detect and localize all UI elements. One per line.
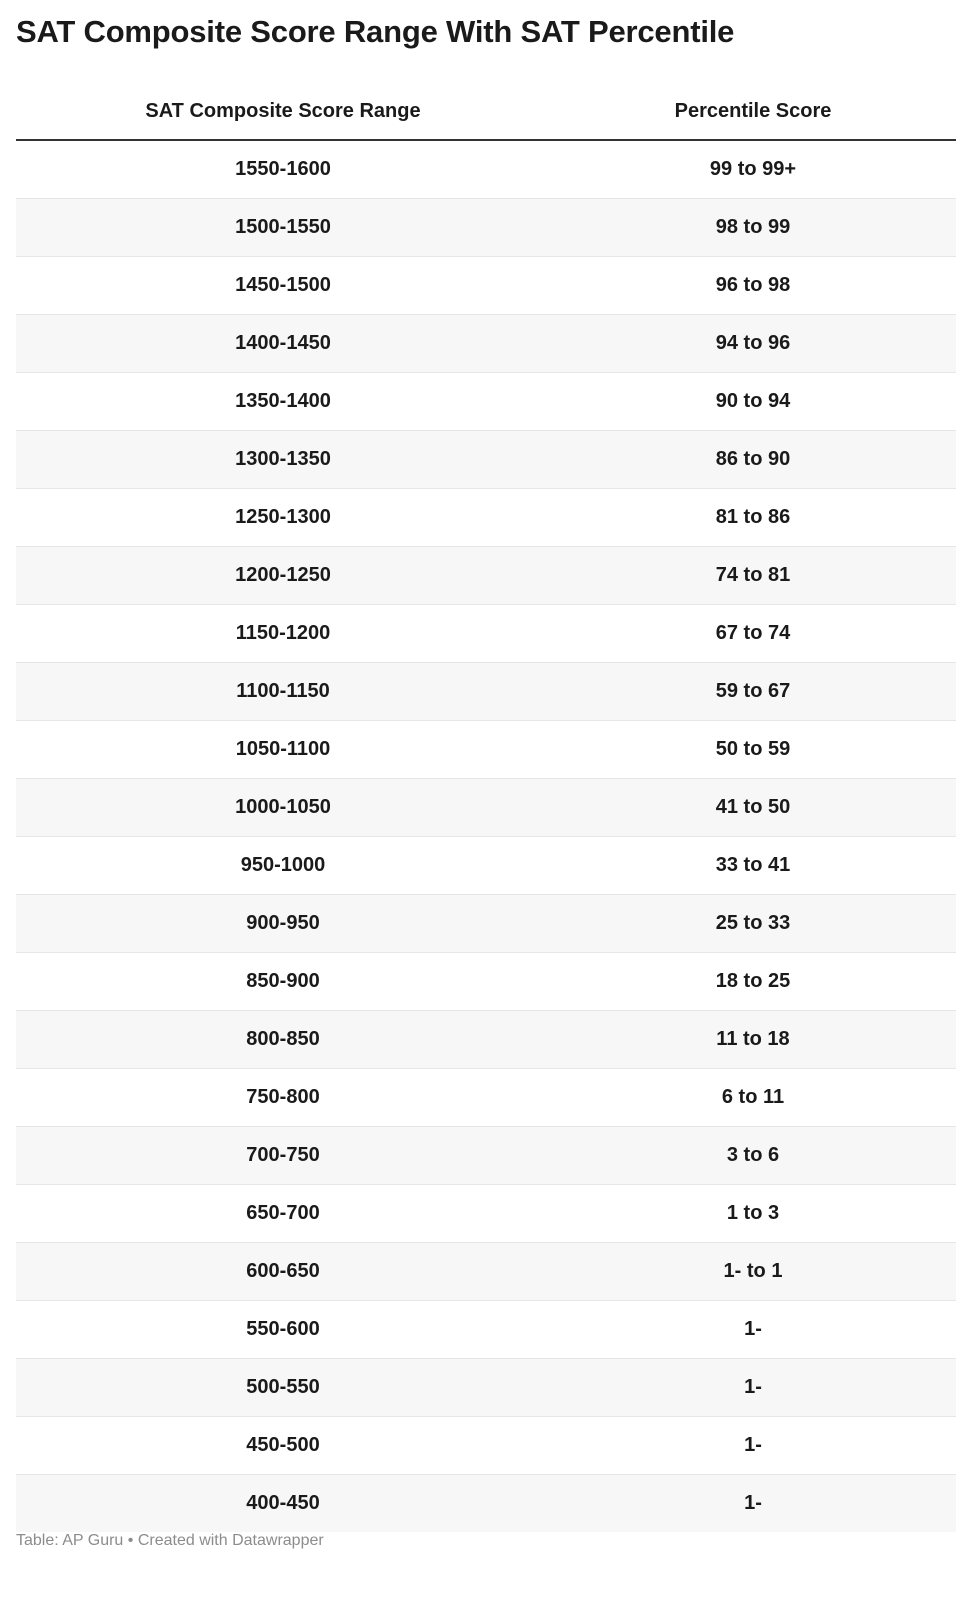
cell-percentile: 1- to 1	[550, 1243, 956, 1301]
header-row	[16, 84, 956, 140]
table-row	[16, 953, 956, 1011]
cell-score-range: 700-750	[16, 1127, 550, 1185]
cell-score-range: 1150-1200	[16, 605, 550, 663]
cell-percentile: 1-	[550, 1359, 956, 1417]
cell-score-range: 1250-1300	[16, 489, 550, 547]
table-row	[16, 1069, 956, 1127]
cell-percentile: 90 to 94	[550, 373, 956, 431]
cell-percentile: 1-	[550, 1475, 956, 1533]
table-row	[16, 837, 956, 895]
table-row	[16, 373, 956, 431]
cell-percentile: 18 to 25	[550, 953, 956, 1011]
cell-percentile: 59 to 67	[550, 663, 956, 721]
cell-score-range: 900-950	[16, 895, 550, 953]
table-row	[16, 895, 956, 953]
cell-percentile: 3 to 6	[550, 1127, 956, 1185]
cell-score-range: 1550-1600	[16, 140, 550, 199]
cell-percentile: 96 to 98	[550, 257, 956, 315]
cell-score-range: 1400-1450	[16, 315, 550, 373]
cell-score-range: 1350-1400	[16, 373, 550, 431]
table-row	[16, 140, 956, 199]
cell-score-range: 1450-1500	[16, 257, 550, 315]
table-row	[16, 315, 956, 373]
table-row	[16, 1417, 956, 1475]
cell-percentile: 50 to 59	[550, 721, 956, 779]
cell-score-range: 400-450	[16, 1475, 550, 1533]
cell-percentile: 6 to 11	[550, 1069, 956, 1127]
cell-score-range: 1100-1150	[16, 663, 550, 721]
table-row	[16, 431, 956, 489]
cell-percentile: 41 to 50	[550, 779, 956, 837]
table-row	[16, 257, 956, 315]
cell-score-range: 500-550	[16, 1359, 550, 1417]
cell-score-range: 550-600	[16, 1301, 550, 1359]
table-row	[16, 663, 956, 721]
cell-percentile: 25 to 33	[550, 895, 956, 953]
cell-percentile: 98 to 99	[550, 199, 956, 257]
cell-percentile: 1 to 3	[550, 1185, 956, 1243]
cell-score-range: 1050-1100	[16, 721, 550, 779]
table-row	[16, 721, 956, 779]
table-row	[16, 1127, 956, 1185]
cell-score-range: 950-1000	[16, 837, 550, 895]
cell-percentile: 11 to 18	[550, 1011, 956, 1069]
score-table	[16, 84, 956, 1532]
table-title: SAT Composite Score Range With SAT Percentile	[16, 14, 735, 49]
cell-percentile: 86 to 90	[550, 431, 956, 489]
table-row	[16, 1359, 956, 1417]
table-row	[16, 1011, 956, 1069]
table-row	[16, 199, 956, 257]
cell-score-range: 1200-1250	[16, 547, 550, 605]
table-row	[16, 1185, 956, 1243]
table-footer: Table: AP Guru • Created with Datawrapper	[16, 1532, 324, 1549]
cell-percentile: 99 to 99+	[550, 140, 956, 199]
cell-percentile: 67 to 74	[550, 605, 956, 663]
table-body	[16, 140, 956, 1532]
table-header	[16, 84, 956, 140]
table-row	[16, 1243, 956, 1301]
table-row	[16, 547, 956, 605]
table-row	[16, 1301, 956, 1359]
cell-score-range: 450-500	[16, 1417, 550, 1475]
column-header-percentile: Percentile Score	[550, 84, 956, 140]
cell-score-range: 800-850	[16, 1011, 550, 1069]
table-row	[16, 779, 956, 837]
cell-percentile: 33 to 41	[550, 837, 956, 895]
cell-score-range: 850-900	[16, 953, 550, 1011]
cell-score-range: 1300-1350	[16, 431, 550, 489]
cell-score-range: 1500-1550	[16, 199, 550, 257]
cell-percentile: 74 to 81	[550, 547, 956, 605]
cell-score-range: 650-700	[16, 1185, 550, 1243]
table-row	[16, 605, 956, 663]
cell-score-range: 600-650	[16, 1243, 550, 1301]
cell-percentile: 1-	[550, 1417, 956, 1475]
table-row	[16, 489, 956, 547]
cell-percentile: 81 to 86	[550, 489, 956, 547]
score-table-wrapper	[16, 84, 956, 1532]
cell-score-range: 1000-1050	[16, 779, 550, 837]
table-row	[16, 1475, 956, 1533]
column-header-score-range: SAT Composite Score Range	[16, 84, 550, 140]
cell-percentile: 94 to 96	[550, 315, 956, 373]
cell-score-range: 750-800	[16, 1069, 550, 1127]
cell-percentile: 1-	[550, 1301, 956, 1359]
